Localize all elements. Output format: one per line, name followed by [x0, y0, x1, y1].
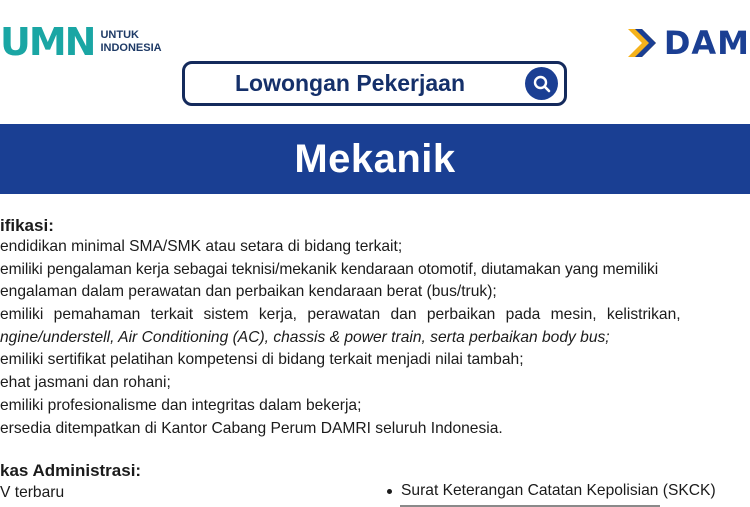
- bumn-logo: [0, 22, 162, 62]
- qualification-item: emiliki profesionalisme dan integritas dalam bekerja;: [0, 396, 362, 414]
- admin-item-skck-label: Surat Keterangan Catatan Kepolisian (SKCK): [401, 482, 716, 499]
- administration-heading: kas Administrasi:: [0, 461, 142, 480]
- cropped-text-edge: [400, 503, 730, 507]
- damri-logo-text: DAM: [663, 24, 750, 62]
- admin-item-cv: V terbaru: [0, 484, 65, 501]
- qualification-item: ersedia ditempatkan di Kantor Cabang Perum DAMRI seluruh Indonesia.: [0, 419, 503, 437]
- bumn-tagline-line1: UNTUK: [100, 29, 139, 41]
- qualification-item: ehat jasmani dan rohani;: [0, 374, 171, 392]
- qualification-item: emiliki sertifikat pelatihan kompetensi di bidang terkait menjadi nilai tambah;: [0, 351, 524, 369]
- job-vacancy-search-bar[interactable]: [182, 61, 567, 106]
- qualification-item: ngine/understell, Air Conditioning (AC), chassis & power train, serta perbaikan body bus;: [0, 328, 610, 346]
- job-title-banner: [0, 124, 750, 194]
- bumn-logo-tagline: [100, 29, 161, 55]
- qualifications-heading: ifikasi:: [0, 216, 54, 235]
- bumn-tagline-line2: INDONESIA: [100, 42, 162, 54]
- search-button[interactable]: [525, 67, 558, 100]
- job-title: Mekanik: [294, 136, 456, 181]
- qualifications-list: [0, 236, 750, 440]
- bullet-icon: [387, 489, 392, 494]
- damri-logo: [626, 24, 750, 62]
- qualification-item: engalaman dalam perawatan dan perbaikan kendaraan berat (bus/truk);: [0, 283, 497, 301]
- job-vacancy-label: Lowongan Pekerjaan: [234, 70, 466, 96]
- qualification-item: emiliki pengalaman kerja sebagai teknisi/mekanik kendaraan otomotif, diutamakan yang memiliki: [0, 260, 659, 278]
- bumn-logo-mark: UMN: [0, 20, 95, 64]
- search-icon: [532, 74, 552, 94]
- damri-chevron-icon: [626, 27, 660, 59]
- qualification-item: endidikan minimal SMA/SMK atau setara di bidang terkait;: [0, 238, 403, 255]
- qualification-item: emiliki pemahaman terkait sistem kerja, perawatan dan perbaikan pada mesin, kelistrikan,: [0, 306, 681, 324]
- admin-item-skck: [387, 482, 716, 500]
